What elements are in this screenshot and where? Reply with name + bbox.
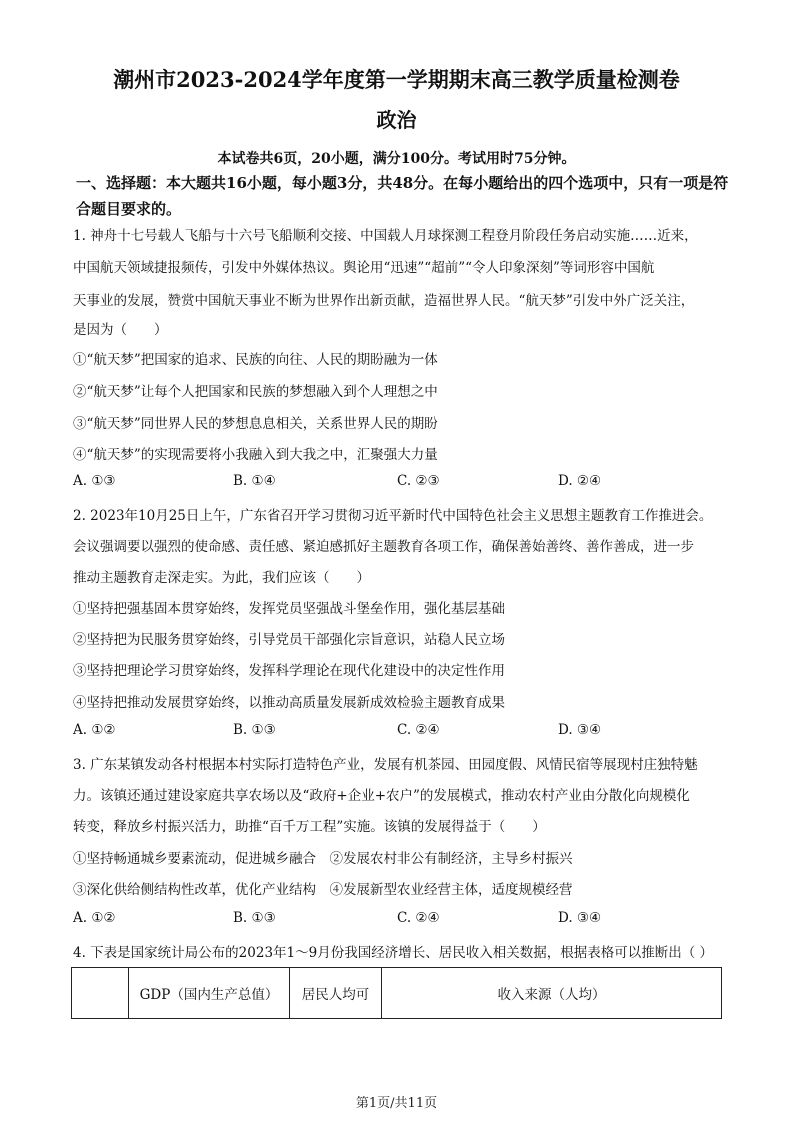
q2-option-c: C. ②④ <box>397 722 440 738</box>
q2-option-b: B. ①③ <box>233 722 276 738</box>
q4-data-table <box>71 967 722 1019</box>
q3-stem-line: 力。该镇还通过建设家庭共享农场以及“政府+企业+农户”的发展模式，推动农村产业由分散化向规模化 <box>73 788 690 804</box>
table-header-cell <box>72 968 129 1019</box>
q2-item: ③坚持把理论学习贯穿始终，发挥科学理论在现代化建设中的决定性作用 <box>73 663 505 679</box>
q2-option-a: A. ①② <box>73 722 116 738</box>
q3-stem-line: 3. 广东某镇发动各村根据本村实际打造特色产业，发展有机茶园、田园度假、风情民宿等展现村庄独特魅 <box>73 757 698 773</box>
q1-stem-line: 天事业的发展，赞赏中国航天事业不断为世界作出新贡献，造福世界人民。“航天梦”引发中外广泛关注， <box>73 293 695 309</box>
section-heading: 一、选择题：本大题共16小题，每小题3分，共48分。在每小题给出的四个选项中，只有一项是符合题目要求的。 <box>76 174 729 218</box>
q2-item: ②坚持把为民服务贯穿始终，引导党员干部强化宗旨意识，站稳人民立场 <box>73 632 505 648</box>
q2-option-d: D. ③④ <box>558 722 602 738</box>
q1-stem-line: 中国航天领域捷报频传，引发中外媒体热议。舆论用“迅速”“超前”“令人印象深刻”等词形容中国航 <box>73 260 655 276</box>
q1-option-a: A. ①③ <box>73 473 116 489</box>
q3-option-d: D. ③④ <box>558 910 602 926</box>
q2-stem-line: 2. 2023年10月25日上午，广东省召开学习贯彻习近平新时代中国特色社会主义思想主题教育工作推进会。 <box>73 508 713 524</box>
q3-item: ①坚持畅通城乡要素流动，促进城乡融合 ②发展农村非公有制经济，主导乡村振兴 <box>73 851 573 867</box>
q3-item: ③深化供给侧结构性改革，优化产业结构 ④发展新型农业经营主体，适度规模经营 <box>73 882 573 898</box>
q1-item: ④“航天梦”的实现需要将小我融入到大我之中，汇聚强大力量 <box>73 447 438 463</box>
subject-title: 政治 <box>376 108 417 132</box>
q1-option-c: C. ②③ <box>397 473 440 489</box>
q2-stem-line: 推动主题教育走深走实。为此，我们应该（ ） <box>73 570 370 586</box>
page-number: 第1页/共11页 <box>355 1096 438 1111</box>
table-header-cell: 收入来源（人均） <box>382 968 722 1019</box>
q1-item: ①“航天梦”把国家的追求、民族的向往、人民的期盼融为一体 <box>73 352 438 368</box>
q1-stem-line: 是因为（ ） <box>73 322 168 338</box>
table-header-cell: GDP（国内生产总值） <box>129 968 290 1019</box>
q2-item: ④坚持把推动发展贯穿始终，以推动高质量发展新成效检验主题教育成果 <box>73 695 505 711</box>
q1-option-b: B. ①④ <box>233 473 276 489</box>
q1-stem-line: 1. 神舟十七号载人飞船与十六号飞船顺利交接、中国载人月球探测工程登月阶段任务启动实施……近来， <box>73 228 698 244</box>
q3-option-b: B. ①③ <box>233 910 276 926</box>
q1-option-d: D. ②④ <box>558 473 602 489</box>
table-header-row <box>72 968 722 1019</box>
exam-info: 本试卷共6页，20小题，满分100分。考试用时75分钟。 <box>217 151 576 167</box>
q4-stem: 4. 下表是国家统计局公布的2023年1～9月份我国经济增长、居民收入相关数据，根据表格可以推断出（ ） <box>73 945 713 961</box>
q1-item: ③“航天梦”同世界人民的梦想息息相关，关系世界人民的期盼 <box>73 416 438 432</box>
q3-stem-line: 转变，释放乡村振兴活力，助推“百千万工程”实施。该镇的发展得益于（ ） <box>73 819 546 835</box>
q1-item: ②“航天梦”让每个人把国家和民族的梦想融入到个人理想之中 <box>73 384 438 400</box>
q2-stem-line: 会议强调要以强烈的使命感、责任感、紧迫感抓好主题教育各项工作，确保善始善终、善作善成，进一步 <box>73 539 694 555</box>
table-header-cell: 居民人均可 <box>290 968 382 1019</box>
exam-title: 潮州市2023-2024学年度第一学期期末高三教学质量检测卷 <box>113 67 680 92</box>
q3-option-a: A. ①② <box>73 910 116 926</box>
q3-option-c: C. ②④ <box>397 910 440 926</box>
q2-item: ①坚持把强基固本贯穿始终，发挥党员坚强战斗堡垒作用，强化基层基础 <box>73 601 505 617</box>
